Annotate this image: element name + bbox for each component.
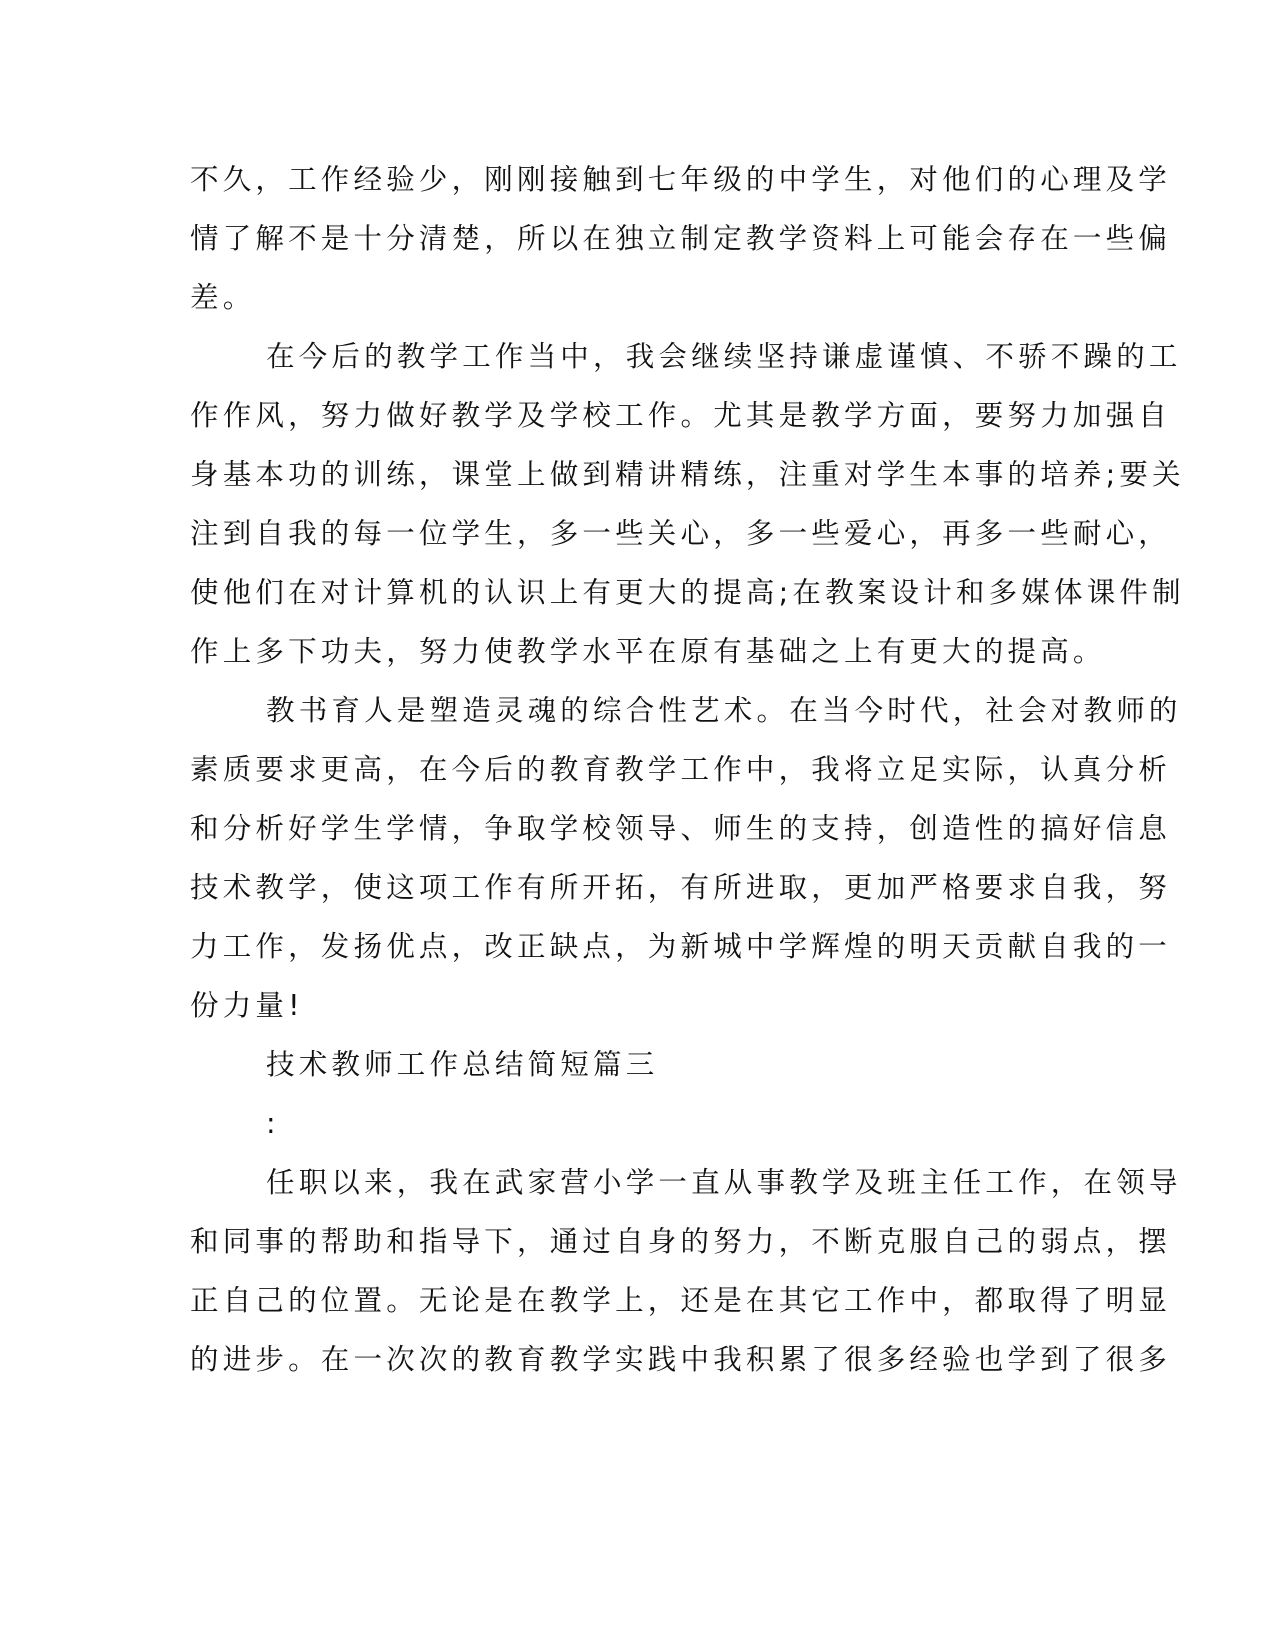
paragraph-line: 的进步。在一次次的教育教学实践中我积累了很多经验也学到了很多	[190, 1343, 1172, 1376]
paragraph-line: 正自己的位置。无论是在教学上，还是在其它工作中，都取得了明显	[190, 1284, 1172, 1317]
section-heading: 技术教师工作总结简短篇三	[266, 1048, 659, 1081]
paragraph-line: 在今后的教学工作当中，我会继续坚持谦虚谨慎、不骄不躁的工	[266, 340, 1182, 373]
section-heading-colon: :	[266, 1107, 280, 1140]
paragraph-line: 份力量!	[190, 989, 304, 1022]
paragraph-line: 教书育人是塑造灵魂的综合性艺术。在当今时代，社会对教师的	[266, 694, 1182, 727]
paragraph-line: 不久，工作经验少，刚刚接触到七年级的中学生，对他们的心理及学	[190, 163, 1172, 196]
paragraph-line: 力工作，发扬优点，改正缺点，为新城中学辉煌的明天贡献自我的一	[190, 930, 1172, 963]
paragraph-line: 作上多下功夫，努力使教学水平在原有基础之上有更大的提高。	[190, 635, 1106, 668]
paragraph-line: 身基本功的训练，课堂上做到精讲精练，注重对学生本事的培养;要关	[190, 458, 1185, 491]
paragraph-line: 和同事的帮助和指导下，通过自身的努力，不断克服自己的弱点，摆	[190, 1225, 1172, 1258]
paragraph-line: 技术教学，使这项工作有所开拓，有所进取，更加严格要求自我，努	[190, 871, 1172, 904]
paragraph-line: 情了解不是十分清楚，所以在独立制定教学资料上可能会存在一些偏	[190, 222, 1172, 255]
paragraph-line: 注到自我的每一位学生，多一些关心，多一些爱心，再多一些耐心，	[190, 517, 1172, 550]
paragraph-line: 素质要求更高，在今后的教育教学工作中，我将立足实际，认真分析	[190, 753, 1172, 786]
paragraph-line: 差。	[190, 281, 256, 314]
paragraph-line: 任职以来，我在武家营小学一直从事教学及班主任工作，在领导	[266, 1166, 1182, 1199]
paragraph-line: 和分析好学生学情，争取学校领导、师生的支持，创造性的搞好信息	[190, 812, 1172, 845]
paragraph-line: 作作风，努力做好教学及学校工作。尤其是教学方面，要努力加强自	[190, 399, 1172, 432]
paragraph-line: 使他们在对计算机的认识上有更大的提高;在教案设计和多媒体课件制	[190, 576, 1185, 609]
